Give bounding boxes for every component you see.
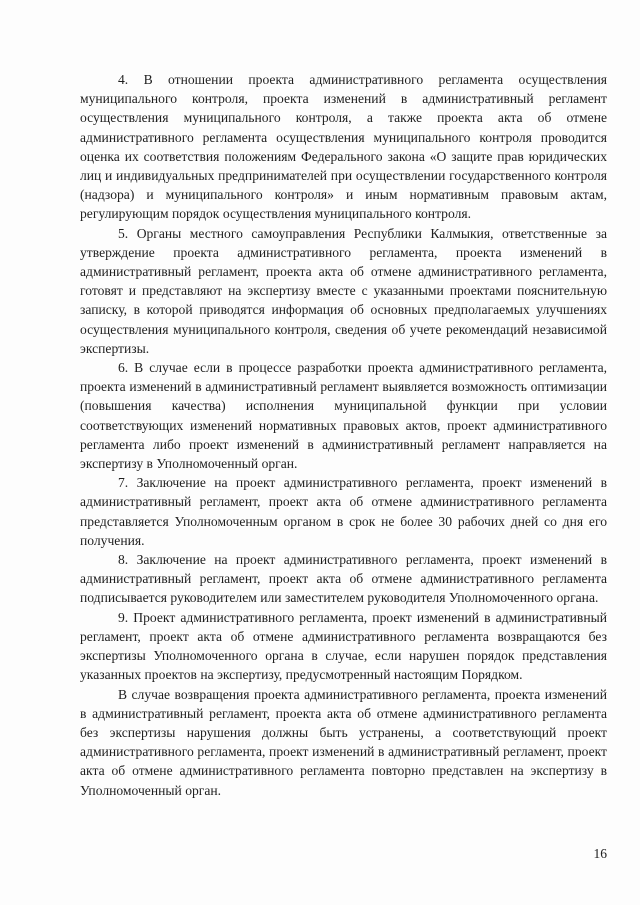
paragraph-item-7: 7. Заключение на проект административного регламента, проект изменений в административный регламент, проект акта об отмене административного регламента представляется Уполномоченным органом в срок не более 30 рабочих дней со дня его получения. (80, 475, 607, 548)
paragraph-item-4: 4. В отношении проекта административного регламента осуществления муниципального контроля, проекта изменений в административный регламент осуществления муниципального контроля, а также проекта акта об отмене административного регламента осуществления муниципального контроля проводится оценка их соответствия положениям Федерального закона «О защите прав юридических лиц и индивидуальных предпринимателей при осуществлении государственного контроля (надзора) и муниципального контроля» и иным нормативным правовым актам, регулирующим порядок осуществления муниципального контроля. (80, 72, 607, 222)
document-body (80, 70, 607, 800)
page-number: 16 (593, 846, 607, 861)
paragraph-item-6: 6. В случае если в процессе разработки проекта административного регламента, проекта изменений в административный регламент выявляется возможность оптимизации (повышения качества) исполнения муниципальной функции при условии соответствующих изменений нормативных правовых актов, проект административного регламента либо проект изменений в административный регламент направляется на экспертизу в Уполномоченный орган. (80, 360, 607, 472)
paragraph-item-9-continuation: В случае возвращения проекта административного регламента, проекта изменений в административный регламент, проекта акта об отмене административного регламента без экспертизы нарушения должны быть устранены, а соответствующий проект административного регламента, проект изменений в административный регламент, проект акта об отмене административного регламента повторно представлен на экспертизу в Уполномоченный орган. (80, 686, 607, 798)
paragraph-item-5: 5. Органы местного самоуправления Республики Калмыкия, ответственные за утверждение проекта административного регламента, проекта изменений в административный регламент, проекта акта об отмене административного регламента, готовят и представляют на экспертизу вместе с указанными проектами пояснительную записку, в которой приводятся информация об основных предполагаемых улучшениях осуществления муниципального контроля, сведения об учете рекомендаций независимой экспертизы. (80, 225, 607, 356)
paragraph-item-9: 9. Проект административного регламента, проект изменений в административный регламент, проект акта об отмене административного регламента возвращаются без экспертизы Уполномоченного органа в случае, если нарушен порядок представления указанных проектов на экспертизу, предусмотренный настоящим Порядком. (80, 609, 607, 683)
paragraph-item-8: 8. Заключение на проект административного регламента, проект изменений в административный регламент, проект акта об отмене административного регламента подписывается руководителем или заместителем руководителя Уполномоченного органа. (80, 552, 607, 606)
